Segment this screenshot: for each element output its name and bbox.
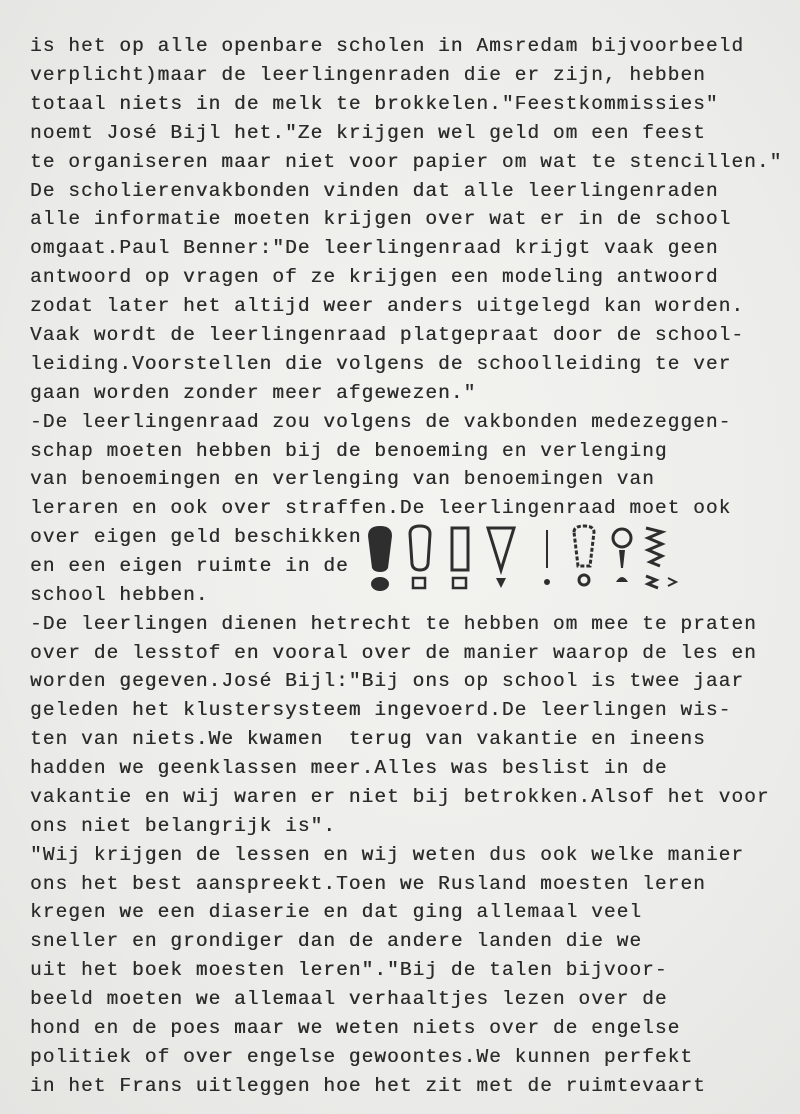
text-line: leiding.Voorstellen die volgens de schoolleiding te ver	[30, 353, 732, 375]
text-line: leraren en ook over straffen.De leerlingenraad moet ook	[30, 497, 732, 519]
text-line: totaal niets in de melk te brokkelen."Feestkommissies"	[30, 93, 719, 115]
text-line: Vaak wordt de leerlingenraad platgepraat door de school-	[30, 324, 745, 346]
text-line: ten van niets.We kwamen terug van vakantie en ineens	[30, 728, 706, 750]
text-line: -De leerlingen dienen hetrecht te hebben om mee te praten	[30, 613, 757, 635]
text-line: hond en de poes maar we weten niets over de engelse	[30, 1017, 681, 1039]
text-line: alle informatie moeten krijgen over wat er in de school	[30, 208, 732, 230]
text-line: noemt José Bijl het."Ze krijgen wel geld om een feest	[30, 122, 706, 144]
text-line: school hebben.	[30, 584, 209, 606]
exclamation-marks-row-icon	[362, 522, 692, 594]
text-line: geleden het klustersysteem ingevoerd.De leerlingen wis-	[30, 699, 732, 721]
text-line: schap moeten hebben bij de benoeming en verlenging	[30, 440, 668, 462]
text-line: verplicht)maar de leerlingenraden die er zijn, hebben	[30, 64, 706, 86]
text-line: -De leerlingenraad zou volgens de vakbonden medezeggen-	[30, 411, 732, 433]
text-line: uit het boek moesten leren"."Bij de talen bijvoor-	[30, 959, 668, 981]
text-line: is het op alle openbare scholen in Amsredam bijvoorbeeld	[30, 35, 745, 57]
text-line: in het Frans uitleggen hoe het zit met de ruimtevaart	[30, 1075, 706, 1097]
text-line: ons niet belangrijk is".	[30, 815, 337, 837]
text-line: over de lesstof en vooral over de manier waarop de les en	[30, 642, 757, 664]
text-line: vakantie en wij waren er niet bij betrokken.Alsof het voor	[30, 786, 770, 808]
text-line: "Wij krijgen de lessen en wij weten dus ook welke manier	[30, 844, 745, 866]
text-line: te organiseren maar niet voor papier om wat te stencillen."	[30, 151, 783, 173]
text-line: worden gegeven.José Bijl:"Bij ons op school is twee jaar	[30, 670, 745, 692]
text-line: omgaat.Paul Benner:"De leerlingenraad krijgt vaak geen	[30, 237, 719, 259]
text-line: over eigen geld beschikken	[30, 526, 362, 548]
text-line: De scholierenvakbonden vinden dat alle leerlingenraden	[30, 180, 719, 202]
text-line: gaan worden zonder meer afgewezen."	[30, 382, 477, 404]
text-line: antwoord op vragen of ze krijgen een modeling antwoord	[30, 266, 719, 288]
text-line: ons het best aanspreekt.Toen we Rusland moesten leren	[30, 873, 706, 895]
text-line: kregen we een diaserie en dat ging allemaal veel	[30, 901, 643, 923]
text-line: van benoemingen en verlenging van benoemingen van	[30, 468, 655, 490]
text-line: beeld moeten we allemaal verhaaltjes lezen over de	[30, 988, 668, 1010]
text-line: en een eigen ruimte in de	[30, 555, 349, 577]
text-line: politiek of over engelse gewoontes.We kunnen perfekt	[30, 1046, 694, 1068]
text-line: hadden we geenklassen meer.Alles was beslist in de	[30, 757, 668, 779]
text-line: zodat later het altijd weer anders uitgelegd kan worden.	[30, 295, 745, 317]
text-line: sneller en grondiger dan de andere landen die we	[30, 930, 643, 952]
